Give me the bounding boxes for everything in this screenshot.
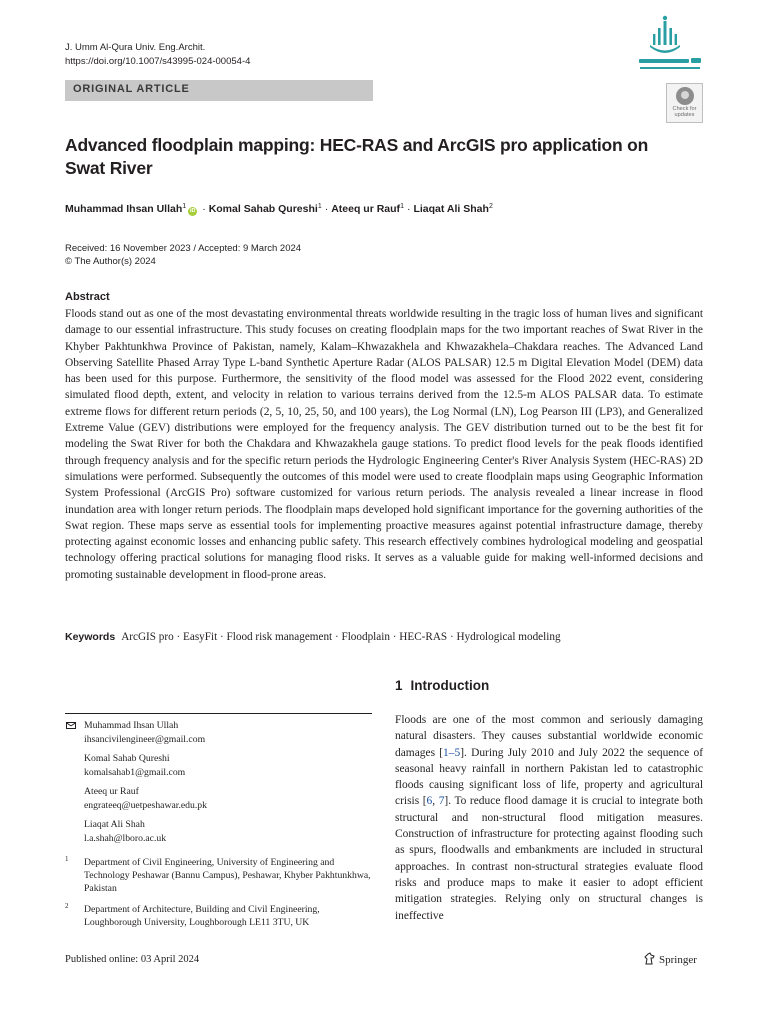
university-logo [636,14,704,78]
copyright-notice: © The Author(s) 2024 [65,256,156,267]
article-title: Advanced floodplain mapping: HEC-RAS and ArcGIS pro application on Swat River [65,135,649,178]
intro-text-part: ]. To reduce flood damage it is crucial to integrate both structural and non-structural flood mitigation measures. Construction of infrastructure for protecting against flooding such as spurs, floodwalls and embankments are included in structural approaches. In contrast non-structural strategies evaluate flood risks and produce maps to make it easier to adopt efficient mitigation strategies. Relying only on structural changes is ineffective [395,795,704,922]
author-separator: · [202,203,206,215]
keywords [65,631,705,643]
contact-entry [84,752,185,779]
contact-name: Komal Sahab Qureshi [84,753,170,764]
contact-email[interactable]: engrateeq@uetpeshawar.edu.pk [84,799,207,811]
contact-entry [84,785,207,812]
citation-link[interactable]: 6 [426,795,433,808]
intro-text-part: , [432,795,439,808]
springer-horse-icon [643,952,656,965]
article-type-label: ORIGINAL ARTICLE [73,83,190,95]
doi-link[interactable]: https://doi.org/10.1007/s43995-024-00054-4 [65,56,251,67]
section-heading-introduction [395,678,489,693]
author-name[interactable]: Liaqat Ali Shah [413,203,489,215]
contact-name: Liaqat Ali Shah [84,819,145,830]
intro-text-part: ]. During July 2010 and July 2022 the sequence of seasonal heavy rainfall in northern Pakistan led to catastrophic floods causing significant loss of life, property and agricultural crisis [ [395,746,703,808]
abstract-text: Floods stand out as one of the most devastating environmental threats worldwide resulting in the tragic loss of human lives and significant damage to our essential infrastructure. This study focuses on creating floodplain maps for the two important reaches of Swat River in the Khyber Pakhtunkhwa Province of Pakistan, namely, Kalam–Khwazakhela and Khwazakhela–Chakdara reaches. The Advanced Land Observing Satellite Phased Array Type L-band Synthetic Aperture Radar (ALOS PALSAR) 12.5 m Digital Elevation Model (DEM) data has been used for this purpose. Furthermore, the sensitivity of the flood model was assessed for the Flood 2022 event, considering simulated flood depth, extent, and velocity in relation to various terrains derived from the 12.5-m ALOS PALSAR data. To estimate extreme flows for different return periods (2, 5, 10, 25, 50, and 100 years), the Log Normal (LN), Log Pearson III (LP3), and Generalized Extreme Value (GEV) distributions were employed for the frequency analysis. The GEV distribution turned out to be the best fit for modeling the Swat River for both the Chakdara and Khwazakhela gauge stations. To predict flood levels for the peak floods identified through frequency analysis and for the specific return periods the Hydrologic Engineering Center's River Analysis System (HEC-RAS) 2D simulations were performed. Subsequently the outcomes of this model were used to create floodplain maps using Geographic Information System Professional (ArcGIS Pro) software customized for various return periods. The analysis revealed a linear increase in flood inundation area with longer return periods. The floodplain maps developed hold significant importance for the governing authorities of the Swat region. These maps serve as essential tools for implementing proactive measures against potential infrastructure damage, thereby protecting against economic losses and enhancing public safety. This research effectively combines hydrological modeling and geospatial technology offering practical solutions for managing flood risks. It serves as a valuable guide for making well-informed decisions and promoting sustainable development in flood-prone areas. [65,308,703,581]
author-affiliation-marker: 1 [182,203,187,210]
abstract-heading: Abstract [65,291,110,303]
contact-email[interactable]: l.a.shah@lboro.ac.uk [84,832,167,844]
footnote-divider [65,713,372,714]
contact-name: Ateeq ur Rauf [84,786,139,797]
contact-name: Muhammad Ihsan Ullah [84,720,179,731]
affiliation-number: 2 [65,902,69,910]
affiliation-text: Department of Civil Engineering, University of Engineering and Technology Peshawar (Bannu Campus), Peshawar, Khyber Pakhtunkhwa, Pakistan [84,857,371,894]
author-separator: · [324,203,329,215]
article-dates [65,242,301,268]
affiliation-text: Department of Architecture, Building and Civil Engineering, Loughborough University, Loughborough LE11 3TU, UK [84,904,320,928]
envelope-icon [66,722,76,729]
orcid-icon[interactable]: iD [189,208,196,214]
journal-name: J. Umm Al-Qura Univ. Eng.Archit. [65,42,206,53]
introduction-text [395,712,703,924]
badge-text-1: Check for [672,106,697,112]
keywords-list: ArcGIS pro · EasyFit · Flood risk management · Floodplain · HEC-RAS · Hydrological modeling [121,631,561,643]
author-affiliation-marker: 1 [317,203,322,210]
received-accepted-dates: Received: 16 November 2023 / Accepted: 9 March 2024 [65,243,302,254]
citation-link[interactable]: 1–5 [443,746,461,759]
author-name[interactable]: Ateeq ur Rauf [331,203,401,215]
citation-link[interactable]: 7 [438,795,445,808]
author-name[interactable]: Muhammad Ihsan Ullah [65,203,183,215]
author-affiliation-marker: 1 [400,203,404,210]
published-online: Published online: 03 April 2024 [65,954,200,965]
author-list [65,203,493,216]
badge-text-2: updates [674,112,695,119]
author-separator: · [406,203,411,215]
check-updates-icon [676,87,694,105]
contact-entry [84,818,166,845]
intro-text-part: Floods are one of the most common and seriously damaging natural disasters. They causes substantial worldwide economic damages [ [395,714,703,759]
contact-email[interactable]: ihsancivilengineer@gmail.com [84,733,206,745]
affiliation-number: 1 [65,855,69,863]
publisher-name: Springer [659,954,697,966]
publisher-mark [643,952,697,966]
keywords-label: Keywords [65,631,116,643]
section-title: Introduction [410,678,490,693]
check-for-updates-badge[interactable] [666,83,703,123]
author-name[interactable]: Komal Sahab Qureshi [208,203,318,215]
author-affiliation-marker: 2 [488,203,493,210]
contact-email[interactable]: komalsahab1@gmail.com [84,766,186,778]
article-type-bar [65,80,373,101]
section-number: 1 [395,678,403,693]
contact-entry [84,719,205,746]
